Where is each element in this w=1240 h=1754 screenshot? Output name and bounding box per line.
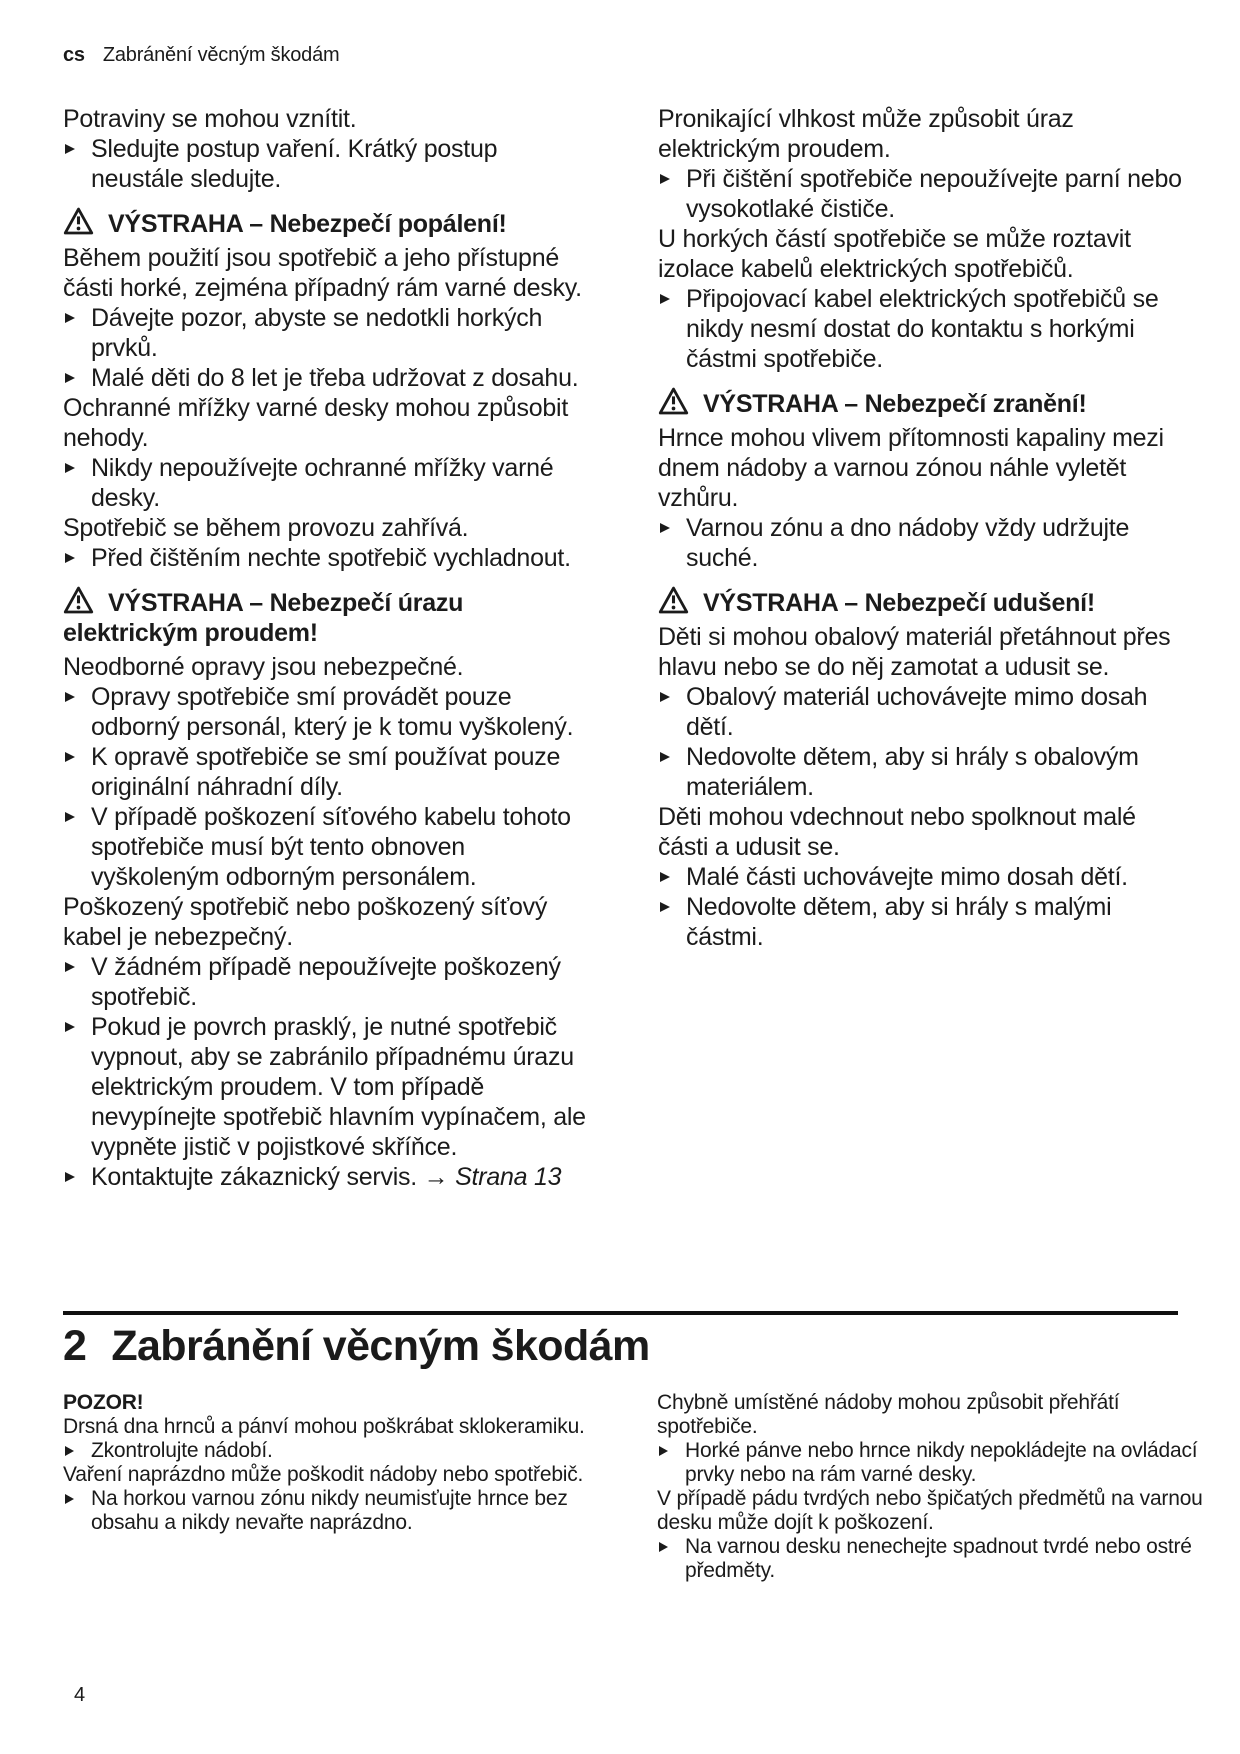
- text-run: Potraviny se mohou vznítit.: [63, 105, 357, 133]
- bullet-item: [63, 1439, 595, 1463]
- page-number: 4: [74, 1684, 86, 1706]
- text-run: Zkontrolujte nádobí.: [91, 1439, 273, 1462]
- warning-icon: [658, 586, 689, 614]
- bullet-item: [63, 543, 595, 573]
- warning-icon: [63, 207, 94, 235]
- bullet-item: [63, 1012, 595, 1162]
- text-run: V případě pádu tvrdých nebo špičatých předmětů na varnou desku může dojít k poškození.: [657, 1487, 1203, 1534]
- text-run: Děti mohou vdechnout nebo spolknout malé části a udusit se.: [658, 803, 1136, 861]
- warning-heading-text: VÝSTRAHA – Nebezpečí popálení!: [108, 210, 507, 238]
- bullet-item: [657, 1439, 1207, 1487]
- bullet-icon: [65, 144, 75, 154]
- bullet-item: [63, 303, 595, 363]
- text-run: Drsná dna hrnců a pánví mohou poškrábat sklokeramiku.: [63, 1415, 585, 1438]
- bullet-item: [658, 862, 1190, 892]
- bullet-item: [658, 513, 1190, 573]
- damage-column-left: [63, 1391, 595, 1535]
- paragraph: [63, 513, 595, 543]
- paragraph: [63, 892, 595, 952]
- page-header: [63, 44, 339, 67]
- warning-icon: [63, 586, 94, 614]
- bullet-icon: [660, 294, 670, 304]
- text-run: Na horkou varnou zónu nikdy neumisťujte hrnce bez obsahu a nikdy nevařte naprázdno.: [91, 1487, 568, 1534]
- section-title: Zabránění věcným škodám: [111, 1322, 650, 1370]
- bullet-item: [63, 1162, 595, 1192]
- text-run: Poškozený spotřebič nebo poškozený síťový kabel je nebezpečný.: [63, 893, 548, 951]
- bullet-item: [63, 134, 595, 194]
- bullet-icon: [660, 523, 670, 533]
- paragraph: [63, 1463, 595, 1487]
- text-run: V žádném případě nepoužívejte poškozený spotřebič.: [91, 953, 561, 1011]
- paragraph: [658, 622, 1190, 682]
- text-run: Pronikající vlhkost může způsobit úraz elektrickým proudem.: [658, 105, 1074, 163]
- bullet-icon: [65, 553, 75, 563]
- paragraph: [657, 1487, 1207, 1535]
- paragraph: [63, 1415, 595, 1439]
- damage-column-right: [657, 1391, 1207, 1583]
- section-divider-rule: [63, 1311, 1178, 1315]
- text-run: POZOR!: [63, 1391, 144, 1414]
- attention-heading: [63, 1391, 595, 1415]
- text-run: Varnou zónu a dno nádoby vždy udržujte suché.: [686, 514, 1130, 572]
- bullet-item: [658, 892, 1190, 952]
- bullet-icon: [65, 373, 75, 383]
- safety-column-right: [658, 104, 1190, 952]
- bullet-icon: [660, 692, 670, 702]
- paragraph: [658, 802, 1190, 862]
- bullet-item: [63, 1487, 595, 1535]
- text-run: Při čištění spotřebiče nepoužívejte parní nebo vysokotlaké čističe.: [686, 165, 1182, 223]
- text-run: Neodborné opravy jsou nebezpečné.: [63, 653, 464, 681]
- text-run: Nikdy nepoužívejte ochranné mřížky varné desky.: [91, 454, 554, 512]
- bullet-icon: [65, 1172, 75, 1182]
- bullet-icon: [659, 1542, 668, 1552]
- bullet-icon: [65, 1022, 75, 1032]
- warning-heading: [63, 586, 595, 648]
- bullet-icon: [65, 962, 75, 972]
- bullet-item: [657, 1535, 1207, 1583]
- bullet-icon: [65, 752, 75, 762]
- bullet-item: [63, 682, 595, 742]
- bullet-icon: [65, 692, 75, 702]
- bullet-icon: [660, 174, 670, 184]
- paragraph: [63, 104, 595, 134]
- text-run: Spotřebič se během provozu zahřívá.: [63, 514, 469, 542]
- bullet-item: [63, 363, 595, 393]
- warning-heading-text: VÝSTRAHA – Nebezpečí úrazu elektrickým proudem!: [63, 589, 464, 647]
- bullet-icon: [65, 812, 75, 822]
- text-run: Během použití jsou spotřebič a jeho přístupné části horké, zejména případný rám varné desky.: [63, 244, 582, 302]
- bullet-item: [658, 164, 1190, 224]
- text-run: Dávejte pozor, abyste se nedotkli horkých prvků.: [91, 304, 543, 362]
- warning-heading: [658, 586, 1190, 618]
- bullet-icon: [660, 872, 670, 882]
- paragraph: [658, 423, 1190, 513]
- text-run: Vaření naprázdno může poškodit nádoby nebo spotřebič.: [63, 1463, 584, 1486]
- paragraph: [658, 104, 1190, 164]
- paragraph: [63, 393, 595, 453]
- text-run: Připojovací kabel elektrických spotřebičů se nikdy nesmí dostat do kontaktu s horkými částmi spotřebiče.: [686, 285, 1159, 373]
- text-run: Malé děti do 8 let je třeba udržovat z dosahu.: [91, 364, 579, 392]
- text-run: Hrnce mohou vlivem přítomnosti kapaliny mezi dnem nádoby a varnou zónou náhle vyletět vzhůru.: [658, 424, 1164, 512]
- text-run: Sledujte postup vaření. Krátký postup neustále sledujte.: [91, 135, 498, 193]
- section-heading: [63, 1322, 650, 1371]
- bullet-icon: [65, 463, 75, 473]
- bullet-item: [658, 742, 1190, 802]
- language-tag: cs: [63, 44, 85, 66]
- bullet-icon: [660, 752, 670, 762]
- bullet-icon: [65, 313, 75, 323]
- warning-heading-text: VÝSTRAHA – Nebezpečí zranění!: [703, 390, 1087, 418]
- text-run: Obalový materiál uchovávejte mimo dosah dětí.: [686, 683, 1148, 741]
- bullet-icon: [65, 1494, 74, 1504]
- text-run: V případě poškození síťového kabelu tohoto spotřebiče musí být tento obnoven vyškoleným odborným personálem.: [91, 803, 571, 891]
- warning-heading: [658, 387, 1190, 419]
- paragraph: [657, 1391, 1207, 1439]
- text-run: Ochranné mřížky varné desky mohou způsobit nehody.: [63, 394, 569, 452]
- text-run: Před čištěním nechte spotřebič vychladnout.: [91, 544, 571, 572]
- warning-heading: [63, 207, 595, 239]
- bullet-item: [63, 802, 595, 892]
- bullet-item: [63, 742, 595, 802]
- text-run: Pokud je povrch prasklý, je nutné spotřebič vypnout, aby se zabránilo případnému úrazu elektrickým proudem. V tom případě nevypínejte spotřebič hlavním vypínačem, ale vypněte jistič v pojistkové skříňce.: [91, 1013, 586, 1161]
- text-run: K opravě spotřebiče se smí používat pouze originální náhradní díly.: [91, 743, 561, 801]
- text-run: Nedovolte dětem, aby si hrály s obalovým materiálem.: [686, 743, 1139, 801]
- text-run: Na varnou desku nenechejte spadnout tvrdé nebo ostré předměty.: [685, 1535, 1192, 1582]
- paragraph: [63, 652, 595, 682]
- bullet-item: [658, 284, 1190, 374]
- bullet-item: [63, 453, 595, 513]
- page-reference: Strana 13: [455, 1163, 562, 1191]
- warning-icon: [658, 387, 689, 415]
- running-chapter-title: Zabránění věcným škodám: [102, 44, 340, 66]
- text-run: Horké pánve nebo hrnce nikdy nepokládejte na ovládací prvky nebo na rám varné desky.: [685, 1439, 1198, 1486]
- section-number: 2: [63, 1322, 87, 1370]
- paragraph: [63, 243, 595, 303]
- text-run: Malé části uchovávejte mimo dosah dětí.: [686, 863, 1128, 891]
- bullet-item: [658, 682, 1190, 742]
- text-run: Děti si mohou obalový materiál přetáhnout přes hlavu nebo se do něj zamotat a udusit se.: [658, 623, 1171, 681]
- bullet-icon: [660, 902, 670, 912]
- safety-column-left: [63, 104, 595, 1192]
- text-run: Opravy spotřebiče smí provádět pouze odborný personál, který je k tomu vyškolený.: [91, 683, 574, 741]
- paragraph: [658, 224, 1190, 284]
- bullet-item: [63, 952, 595, 1012]
- bullet-icon: [659, 1446, 668, 1456]
- warning-heading-text: VÝSTRAHA – Nebezpečí udušení!: [703, 589, 1095, 617]
- text-run: U horkých částí spotřebiče se může roztavit izolace kabelů elektrických spotřebičů.: [658, 225, 1131, 283]
- text-run: Chybně umístěné nádoby mohou způsobit přehřátí spotřebiče.: [657, 1391, 1120, 1438]
- text-run: Nedovolte dětem, aby si hrály s malými částmi.: [686, 893, 1112, 951]
- text-run: Kontaktujte zákaznický servis. →: [91, 1163, 456, 1191]
- bullet-icon: [65, 1446, 74, 1456]
